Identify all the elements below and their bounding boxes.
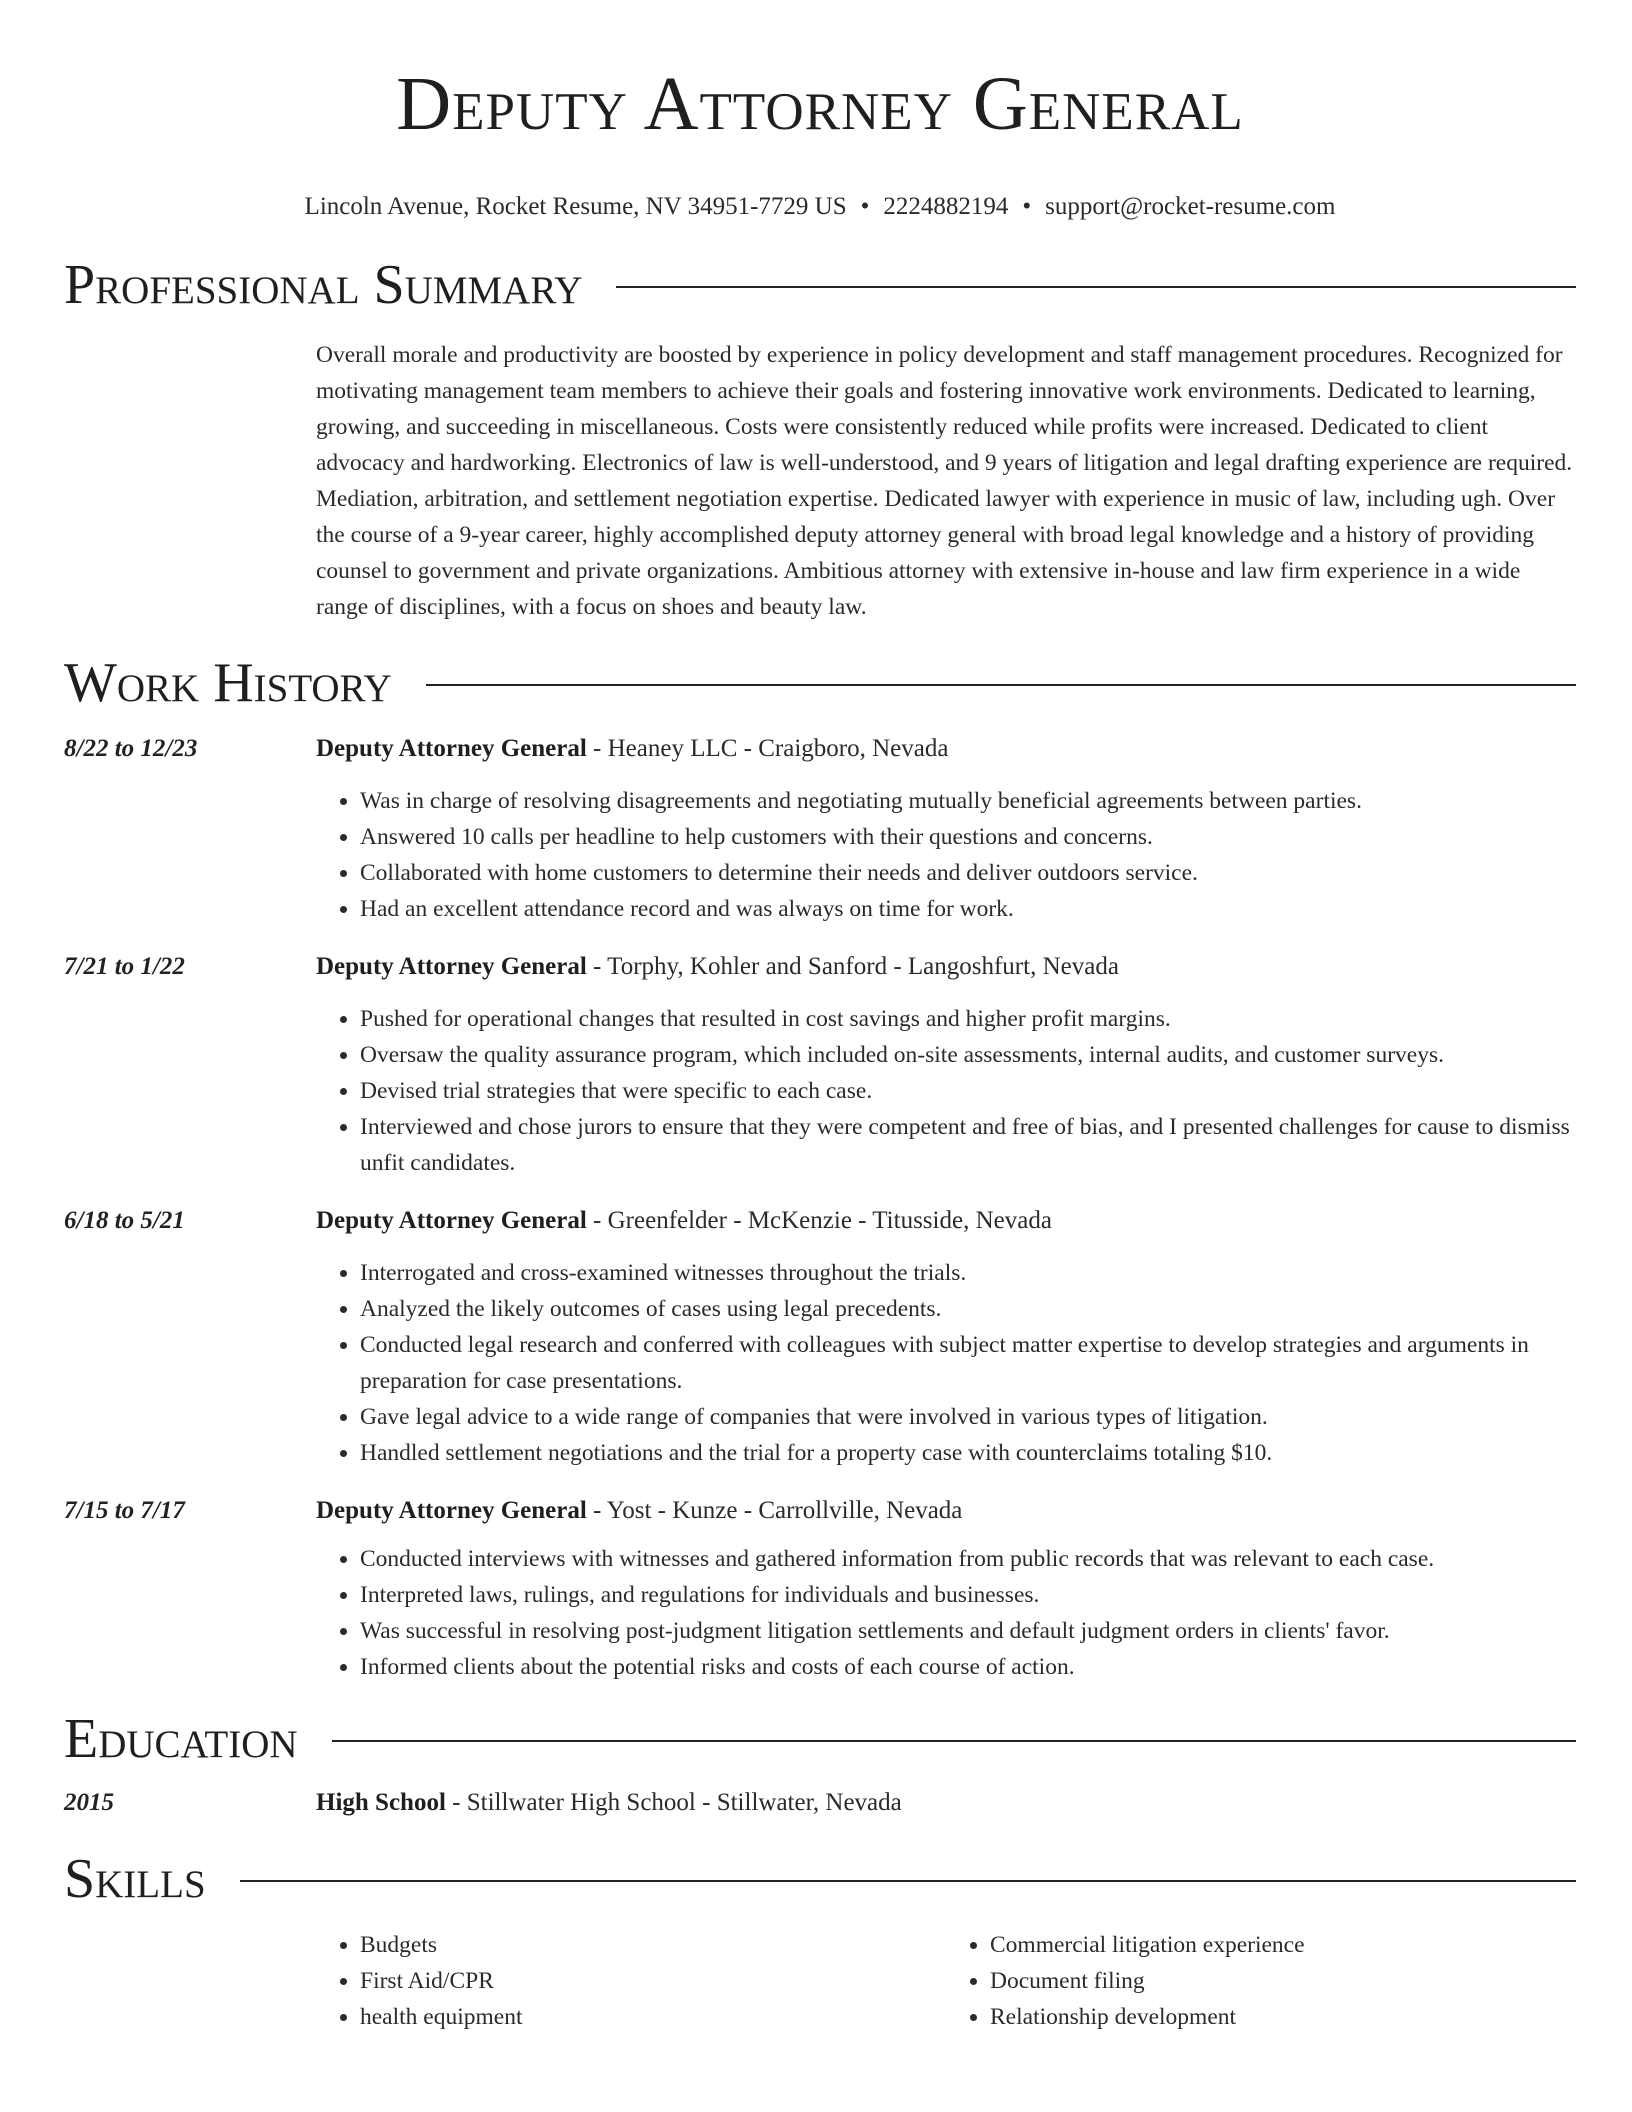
- skill-item: • First Aid/CPR: [360, 1963, 946, 1999]
- work-heading: Work History: [64, 651, 392, 714]
- job-bullet: • Conducted interviews with witnesses and gathered information from public records that was relevant to each case.: [360, 1541, 1576, 1577]
- job-bullet: • Oversaw the quality assurance program, which included on-site assessments, internal audits, and customer surveys.: [360, 1037, 1576, 1073]
- candidate-name: Deputy Attorney General: [396, 62, 1244, 146]
- job-bullet: • Had an excellent attendance record and was always on time for work.: [360, 891, 1576, 927]
- job-bullet: • Analyzed the likely outcomes of cases using legal precedents.: [360, 1291, 1576, 1327]
- job-bullet: • Was in charge of resolving disagreements and negotiating mutually beneficial agreements between parties.: [360, 783, 1576, 819]
- contact-email: support@rocket-resume.com: [1045, 192, 1336, 220]
- job-dates: 7/15 to 7/17: [64, 1496, 185, 1524]
- summary-section-header: [64, 253, 1576, 316]
- skills-list: [316, 1927, 1576, 2035]
- job-bullet: • Interrogated and cross-examined witnesses throughout the trials.: [360, 1255, 1576, 1291]
- job-title-line: [316, 1203, 1576, 1239]
- education-title-line: [316, 1785, 1576, 1821]
- job-bullet: • Informed clients about the potential risks and costs of each course of action.: [360, 1649, 1576, 1685]
- summary-text: Overall morale and productivity are boosted by experience in policy development and staff management procedures. Recognized for motivating management team members to achieve their goals and fostering innovative work environments. Dedicated to learning, growing, and succeeding in miscellaneous. Costs were consistently reduced while profits were increased. Dedicated to client advocacy and hardworking. Electronics of law is well-understood, and 9 years of litigation and legal drafting experience are required. Mediation, arbitration, and settlement negotiation expertise. Dedicated lawyer with experience in music of law, including ugh. Over the course of a 9-year career, highly accomplished deputy attorney general with broad legal knowledge and a history of providing counsel to government and private organizations. Ambitious attorney with extensive in-house and law firm experience in a wide range of disciplines, with a focus on shoes and beauty law.: [316, 341, 1573, 620]
- skill-item: • Document filing: [990, 1963, 1576, 1999]
- job-employer: - Heaney LLC - Craigboro, Nevada: [586, 734, 949, 762]
- job-bullet: • Devised trial strategies that were specific to each case.: [360, 1073, 1576, 1109]
- job-bullet: • Handled settlement negotiations and the trial for a property case with counterclaims totaling $10.: [360, 1435, 1576, 1471]
- job-entry: [64, 731, 1576, 927]
- job-employer: - Greenfelder - McKenzie - Titusside, Nevada: [586, 1206, 1052, 1234]
- contact-separator: •: [1022, 192, 1032, 220]
- skill-item: • health equipment: [360, 1999, 946, 2035]
- section-divider: [332, 1740, 1576, 1742]
- job-bullets: [316, 1541, 1576, 1685]
- job-dates: 8/22 to 12/23: [64, 734, 198, 762]
- skills-heading: Skills: [64, 1847, 206, 1910]
- job-entry: [64, 1493, 1576, 1685]
- work-section-header: [64, 651, 1576, 714]
- job-entry: [64, 949, 1576, 1181]
- skills-column-left: [316, 1927, 946, 2035]
- skills-section-header: [64, 1847, 1576, 1910]
- job-bullet: • Interviewed and chose jurors to ensure that they were competent and free of bias, and I presented challenges for cause to dismiss unfit candidates.: [360, 1109, 1576, 1181]
- job-bullets: [316, 783, 1576, 927]
- job-title-line: [316, 949, 1576, 985]
- job-entry: [64, 1203, 1576, 1471]
- skill-item: • Budgets: [360, 1927, 946, 1963]
- job-employer: - Torphy, Kohler and Sanford - Langoshfurt, Nevada: [586, 952, 1119, 980]
- section-divider: [426, 684, 1576, 686]
- job-bullet: • Answered 10 calls per headline to help customers with their questions and concerns.: [360, 819, 1576, 855]
- section-divider: [616, 286, 1576, 288]
- education-school: - Stillwater High School - Stillwater, Nevada: [445, 1788, 902, 1816]
- job-employer: - Yost - Kunze - Carrollville, Nevada: [586, 1496, 963, 1524]
- education-degree: High School: [316, 1788, 446, 1816]
- job-title-line: [316, 731, 1576, 767]
- job-title: Deputy Attorney General: [316, 1496, 587, 1524]
- education-heading: Education: [64, 1707, 298, 1770]
- job-bullet: • Pushed for operational changes that resulted in cost savings and higher profit margins.: [360, 1001, 1576, 1037]
- summary-heading: Professional Summary: [64, 253, 583, 316]
- skills-column-right: [946, 1927, 1576, 2035]
- job-dates: 7/21 to 1/22: [64, 952, 185, 980]
- contact-phone: 2224882194: [883, 192, 1009, 220]
- education-section-header: [64, 1707, 1576, 1770]
- job-title: Deputy Attorney General: [316, 734, 587, 762]
- job-bullet: • Gave legal advice to a wide range of companies that were involved in various types of litigation.: [360, 1399, 1576, 1435]
- job-bullet: • Collaborated with home customers to determine their needs and deliver outdoors service.: [360, 855, 1576, 891]
- job-title: Deputy Attorney General: [316, 1206, 587, 1234]
- job-bullet: • Was successful in resolving post-judgment litigation settlements and default judgment orders in clients' favor.: [360, 1613, 1576, 1649]
- job-bullets: [316, 1001, 1576, 1181]
- contact-line: [64, 193, 1576, 221]
- education-entry: [64, 1785, 1576, 1821]
- job-title: Deputy Attorney General: [316, 952, 587, 980]
- education-year: 2015: [64, 1788, 114, 1816]
- section-divider: [240, 1880, 1576, 1882]
- skill-item: • Relationship development: [990, 1999, 1576, 2035]
- contact-separator: •: [860, 192, 870, 220]
- resume-page: [64, 0, 1576, 2035]
- contact-address: Lincoln Avenue, Rocket Resume, NV 34951-7729 US: [304, 192, 847, 220]
- job-bullets: [316, 1255, 1576, 1471]
- job-bullet: • Interpreted laws, rulings, and regulations for individuals and businesses.: [360, 1577, 1576, 1613]
- job-bullet: • Conducted legal research and conferred with colleagues with subject matter expertise to develop strategies and arguments in preparation for case presentations.: [360, 1327, 1576, 1399]
- job-title-line: [316, 1493, 1576, 1529]
- skill-item: • Commercial litigation experience: [990, 1927, 1576, 1963]
- job-dates: 6/18 to 5/21: [64, 1206, 185, 1234]
